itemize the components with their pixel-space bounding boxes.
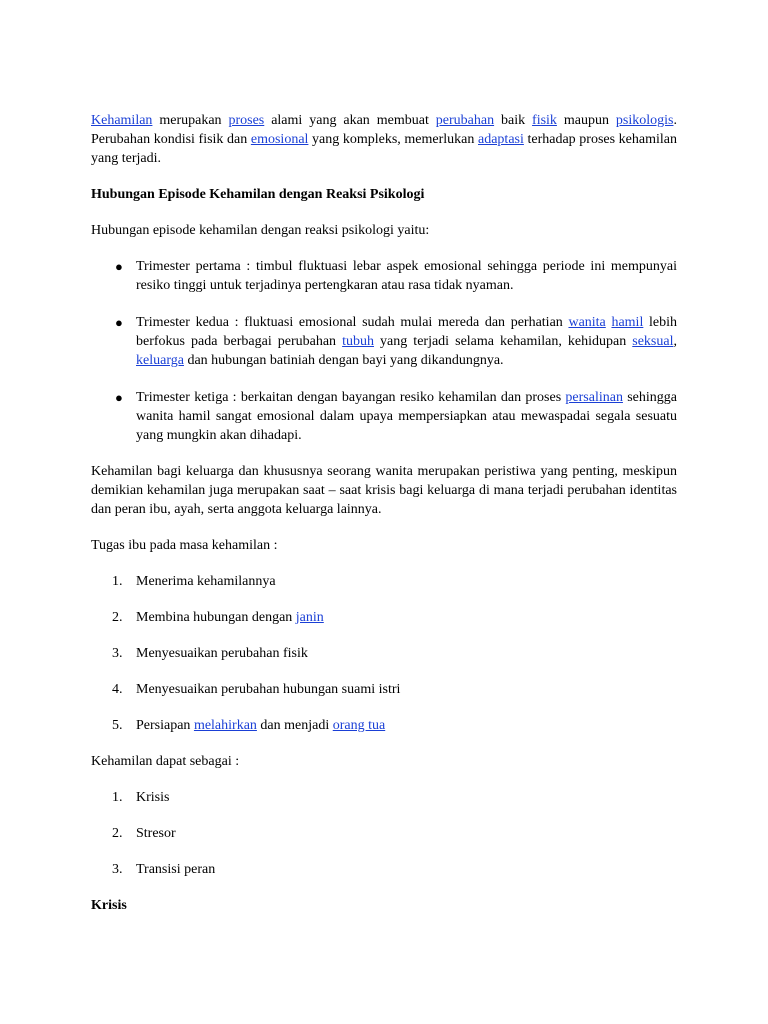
list-item-tugas-1 xyxy=(91,572,677,591)
sebagai-title: Kehamilan dapat sebagai : xyxy=(91,754,240,769)
list-item-text: Krisis xyxy=(136,790,170,805)
list-item-text: dan menjadi xyxy=(256,718,333,733)
list-item-text: yang terjadi selama kehamilan, kehidupan xyxy=(374,334,633,349)
link-psikologis[interactable]: psikologis xyxy=(615,113,674,128)
list-item-sebagai-3 xyxy=(91,860,677,879)
list-item-text: lebih berfokus pada berbagai perubahan xyxy=(136,315,677,349)
list-number: 5. xyxy=(112,718,123,733)
bullet-icon: ● xyxy=(115,315,123,330)
link-perubahan[interactable]: perubahan xyxy=(435,113,495,128)
list-item-text: Transisi peran xyxy=(136,862,216,877)
link-melahirkan[interactable]: melahirkan xyxy=(193,718,257,733)
link-proses[interactable]: proses xyxy=(228,113,265,128)
list-item-text: Trimester kedua : fluktuasi emosional sudah mulai mereda dan perhatian xyxy=(136,315,569,330)
list-number: 1. xyxy=(112,790,123,805)
list-item-text: Menyesuaikan perubahan hubungan suami istri xyxy=(136,682,401,697)
intro-text: alami yang akan membuat xyxy=(264,113,436,128)
section-heading-hubungan: Hubungan Episode Kehamilan dengan Reaksi Psikologi xyxy=(91,187,425,202)
link-wanita[interactable]: wanita xyxy=(568,315,606,330)
list-item-tugas-4 xyxy=(91,680,677,699)
list-item-sebagai-1 xyxy=(91,788,677,807)
document-page xyxy=(91,111,677,915)
link-janin[interactable]: janin xyxy=(295,610,324,625)
link-orang-tua[interactable]: orang tua xyxy=(332,718,386,733)
trimester-list xyxy=(91,257,677,445)
link-adaptasi[interactable]: adaptasi xyxy=(478,132,524,147)
link-seksual[interactable]: seksual xyxy=(632,334,674,349)
list-number: 3. xyxy=(112,646,123,661)
intro-text: terhadap proses kehamilan yang terjadi. xyxy=(91,132,677,166)
list-item-trimester-2 xyxy=(91,313,677,370)
section-heading-krisis: Krisis xyxy=(91,898,127,913)
list-number: 2. xyxy=(112,610,123,625)
link-fisik[interactable]: fisik xyxy=(532,113,557,128)
episode-paragraph: Hubungan episode kehamilan dengan reaksi psikologi yaitu: xyxy=(91,223,430,238)
list-item-tugas-5 xyxy=(91,716,677,735)
intro-paragraph xyxy=(91,111,677,168)
list-item-tugas-2 xyxy=(91,608,677,627)
tugas-title: Tugas ibu pada masa kehamilan : xyxy=(91,538,278,553)
list-item-text: , xyxy=(673,334,677,349)
list-number: 2. xyxy=(112,826,123,841)
list-item-text: Menerima kehamilannya xyxy=(136,574,276,589)
sebagai-list xyxy=(91,788,677,879)
list-item-trimester-1 xyxy=(91,257,677,295)
list-item-text: Stresor xyxy=(136,826,176,841)
list-number: 1. xyxy=(112,574,123,589)
bullet-icon: ● xyxy=(115,259,123,274)
keluarga-paragraph: Kehamilan bagi keluarga dan khususnya seorang wanita merupakan peristiwa yang penting, meskipun demikian kehamilan juga merupakan saat – saat krisis bagi keluarga di mana terjadi perubahan identitas dan peran ibu, ayah, serta anggota keluarga lainnya. xyxy=(91,464,677,517)
link-emosional[interactable]: emosional xyxy=(250,132,309,147)
link-kehamilan[interactable]: Kehamilan xyxy=(91,113,153,128)
intro-text: merupakan xyxy=(152,113,229,128)
list-number: 4. xyxy=(112,682,123,697)
list-item-sebagai-2 xyxy=(91,824,677,843)
list-item-text: Trimester ketiga : berkaitan dengan bayangan resiko kehamilan dan proses xyxy=(136,390,566,405)
link-hamil[interactable]: hamil xyxy=(611,315,644,330)
list-item-text: sehingga wanita hamil sangat emosional dalam upaya mempersiapkan atau mewaspadai segala sesuatu yang mungkin akan dihadapi. xyxy=(136,390,677,443)
list-item-text: Membina hubungan dengan xyxy=(136,610,296,625)
intro-text: . Perubahan kondisi fisik dan xyxy=(91,113,677,147)
list-item-tugas-3 xyxy=(91,644,677,663)
list-number: 3. xyxy=(112,862,123,877)
list-item-text: Persiapan xyxy=(136,718,194,733)
intro-text: baik xyxy=(494,113,533,128)
list-item-text: dan hubungan batiniah dengan bayi yang dikandungnya. xyxy=(183,353,504,368)
list-item-text: Menyesuaikan perubahan fisik xyxy=(136,646,308,661)
link-tubuh[interactable]: tubuh xyxy=(342,334,374,349)
intro-text: yang kompleks, memerlukan xyxy=(308,132,478,147)
list-item-text: Trimester pertama : timbul fluktuasi lebar aspek emosional sehingga periode ini mempunyai resiko tinggi untuk terjadinya pertengkaran atau rasa tidak nyaman. xyxy=(136,259,677,293)
link-persalinan[interactable]: persalinan xyxy=(565,390,623,405)
bullet-icon: ● xyxy=(115,390,123,405)
link-keluarga[interactable]: keluarga xyxy=(136,353,184,368)
list-item-trimester-3 xyxy=(91,388,677,445)
tugas-list xyxy=(91,572,677,735)
intro-text: maupun xyxy=(556,113,616,128)
